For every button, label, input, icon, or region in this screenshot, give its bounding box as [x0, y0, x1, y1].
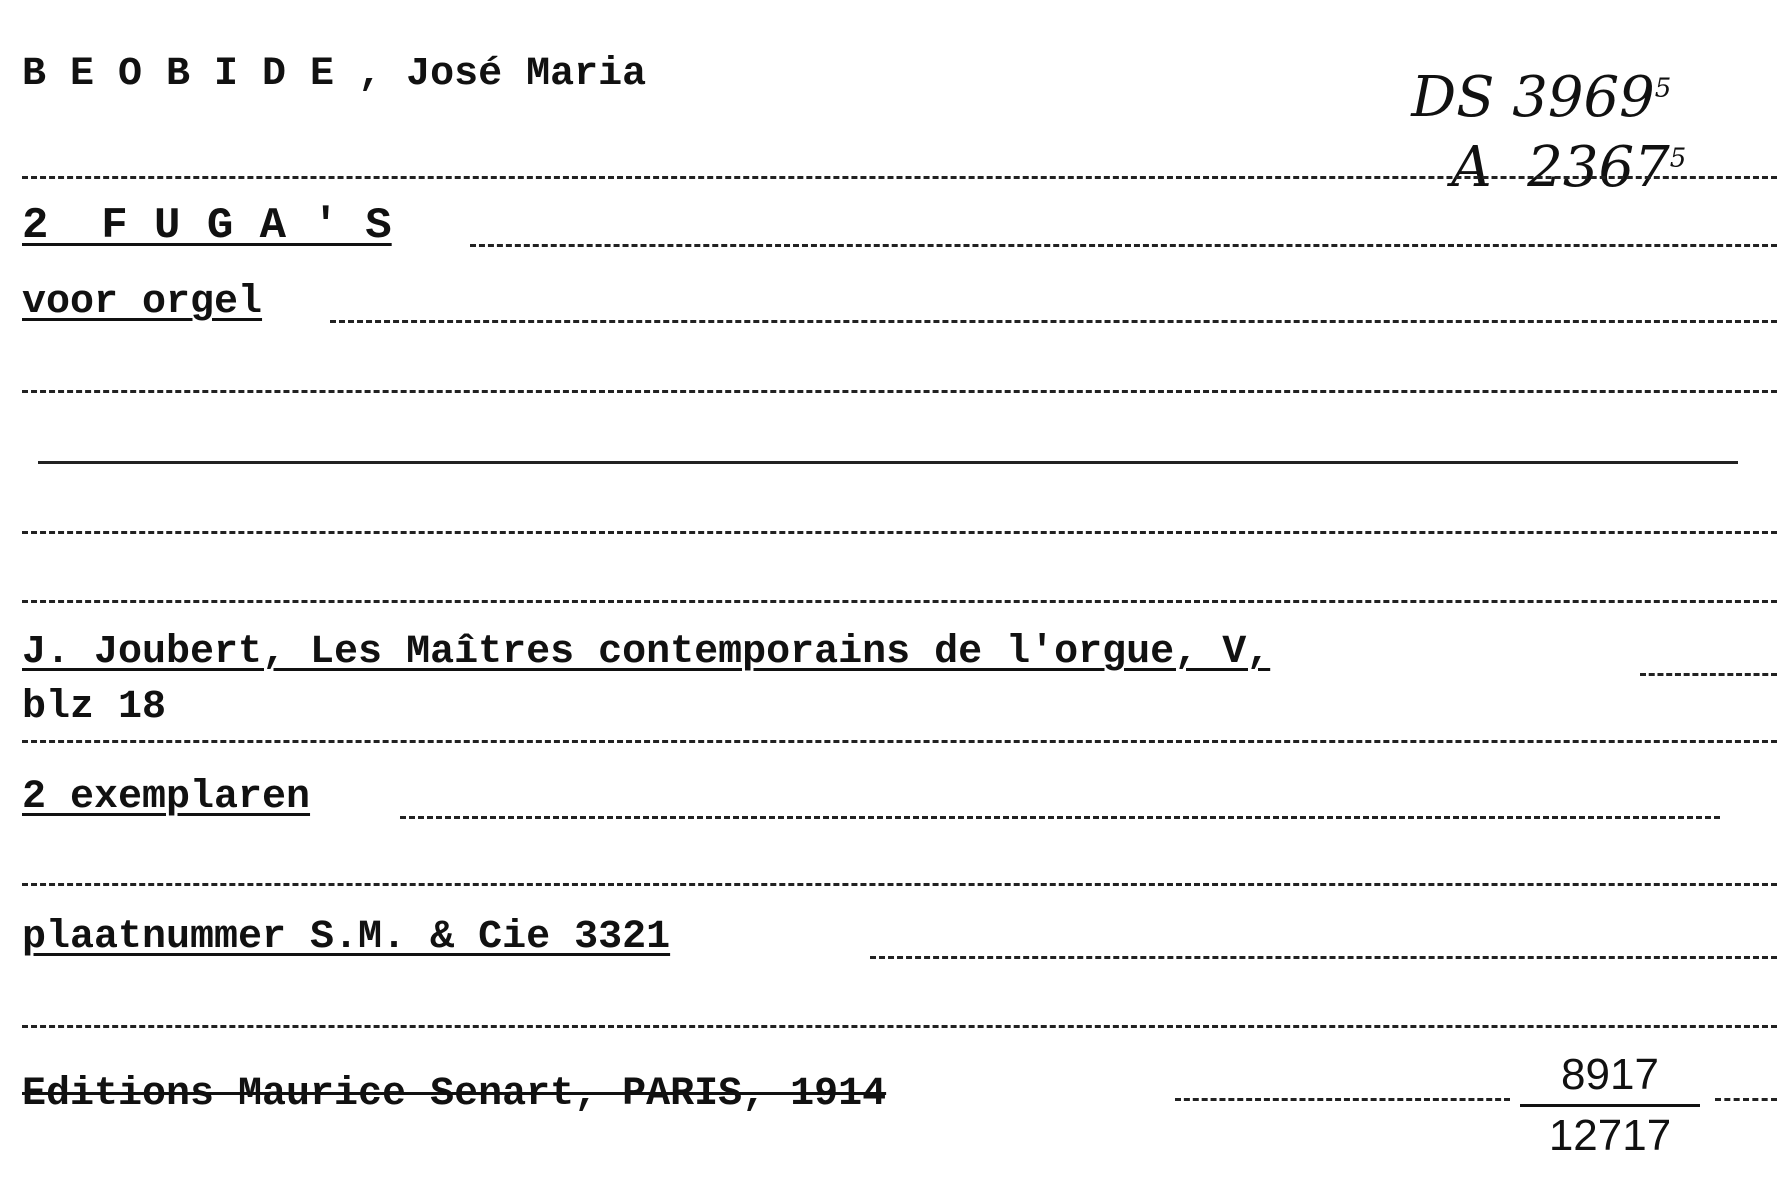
author-heading: B E O B I D E , José Maria	[22, 52, 647, 97]
rule-line	[22, 883, 1777, 886]
date-numerator: 8917	[1561, 1050, 1659, 1099]
source-citation-line1: J. Joubert, Les Maîtres contemporains de l'orgue, V,	[22, 630, 1271, 675]
rule-line	[1715, 1098, 1777, 1101]
rule-line	[22, 176, 1777, 179]
rule-line	[1175, 1098, 1510, 1101]
rule-line	[330, 320, 1777, 323]
source-citation-line2: blz 18	[22, 685, 167, 730]
rule-line	[22, 740, 1777, 743]
rule-line	[22, 531, 1777, 534]
call-number-ds-text: DS 3969	[1411, 65, 1655, 130]
call-number-ds-sup: 5	[1654, 73, 1672, 104]
fraction-bar	[1520, 1104, 1700, 1107]
rule-line	[870, 956, 1777, 959]
acquisition-date-fraction	[1520, 1050, 1700, 1161]
copies-note: 2 exemplaren	[22, 775, 311, 820]
call-number-a-text: A 2367	[1451, 135, 1670, 200]
rule-line	[22, 1025, 1777, 1028]
rule-line	[22, 390, 1777, 393]
publisher-imprint: Editions Maurice Senart, PARIS, 1914	[22, 1072, 887, 1117]
call-number-a-sup: 5	[1669, 143, 1687, 174]
date-denominator: 12717	[1548, 1111, 1672, 1160]
work-title: 2 F U G A ' S	[22, 201, 392, 251]
instrumentation: voor orgel	[22, 280, 263, 325]
plate-number: plaatnummer S.M. & Cie 3321	[22, 915, 671, 960]
rule-line	[38, 461, 1738, 464]
rule-line	[470, 244, 1777, 247]
rule-line	[22, 600, 1777, 603]
call-number-a	[1380, 84, 1686, 252]
rule-line	[1640, 673, 1777, 676]
rule-line	[400, 816, 1720, 819]
